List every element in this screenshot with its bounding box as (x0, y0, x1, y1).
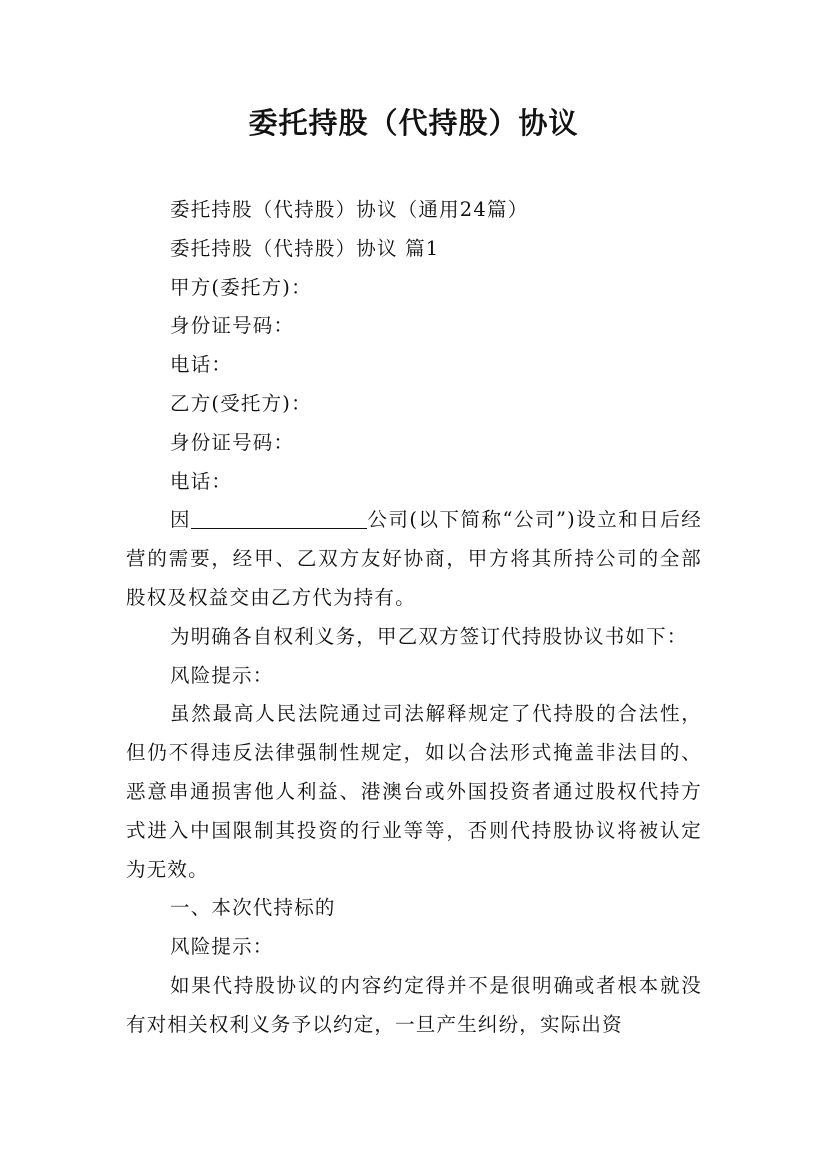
intro-suffix: 公司(以下简称“公司”)设立和日后经营的需要，经甲、乙双方友好协商，甲方将其所持公司的全部股权及权益交由乙方代为持有。 (126, 508, 702, 609)
party-a-id-label: 身份证号码： (170, 314, 295, 338)
risk-label-1: 风险提示： (170, 663, 274, 687)
company-name-blank (191, 506, 367, 529)
risk-label-2: 风险提示： (170, 935, 274, 959)
collection-title: 委托持股（代持股）协议（通用24篇） (170, 198, 529, 221)
party-a-label: 甲方(委托方)： (170, 275, 312, 299)
party-a-phone-label: 电话： (170, 353, 233, 377)
purpose-line: 为明确各自权利义务，甲乙双方签订代持股协议书如下： (170, 624, 688, 648)
risk-paragraph-1: 虽然最高人民法院通过司法解释规定了代持股的合法性，但仍不得违反法律强制性规定，如以合法形式掩盖非法目的、恶意串通损害他人利益、港澳台或外国投资者通过股权代持方式进入中国限制其投资的行业等等，否则代持股协议将被认定为无效。 (126, 702, 702, 881)
document-title: 委托持股（代持股）协议 (248, 106, 579, 140)
risk-paragraph-2: 如果代持股协议的内容约定得并不是很明确或者根本就没有对相关权利义务予以约定，一旦产生纠纷，实际出资 (126, 973, 702, 1036)
party-b-id-label: 身份证号码： (170, 430, 295, 454)
intro-prefix: 因 (170, 508, 192, 532)
section-heading-1: 一、本次代持标的 (170, 896, 336, 920)
party-b-phone-label: 电话： (170, 469, 233, 493)
document-body (126, 191, 702, 1045)
article-title: 委托持股（代持股）协议 篇1 (170, 236, 440, 260)
intro-paragraph (126, 501, 702, 617)
party-b-label: 乙方(受托方)： (170, 391, 312, 415)
